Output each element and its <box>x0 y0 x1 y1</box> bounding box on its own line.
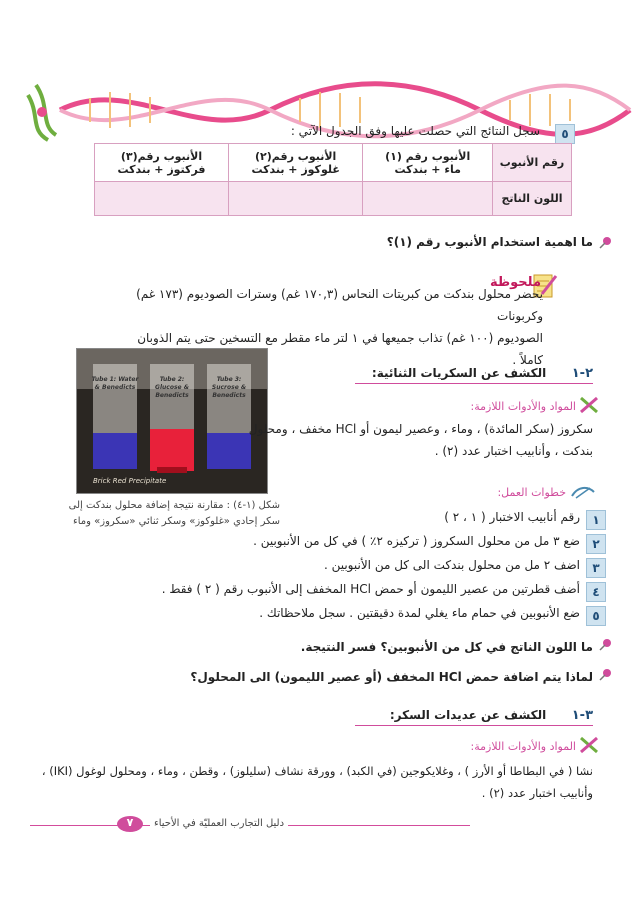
page-number: ٧ <box>126 816 134 829</box>
tube2-contents: غلوكوز + بندكت <box>251 162 340 176</box>
question-acid-purpose: لماذا يتم اضافة حمض HCl المخفف (أو عصير الليمون) الى المحلول؟ <box>190 670 593 684</box>
section-number: ٢-١ <box>571 366 593 381</box>
steps-heading: خطوات العمل: <box>497 486 566 499</box>
section-title: الكشف عن السكريات الثنائية: <box>371 366 547 380</box>
footer-title: دليل التجارب العمليّة في الأحياء <box>150 818 288 829</box>
section-number: ٣-١ <box>571 708 593 723</box>
section-heading <box>355 362 593 384</box>
results-table <box>94 143 572 216</box>
step-text: أضف قطرتين من عصير الليمون أو حمض HCl المخفف إلى الأنبوب رقم ( ٢ ) فقط . <box>161 582 580 596</box>
list-item <box>100 558 600 582</box>
tube3-title: الأنبوب رقم(٣) <box>120 149 203 163</box>
table-header-tube3 <box>95 144 229 182</box>
materials-text <box>213 418 593 462</box>
step-number-badge: ١ <box>586 510 606 530</box>
pushpin-icon <box>598 668 612 682</box>
steps-list <box>100 510 600 630</box>
list-item <box>100 606 600 630</box>
section-title: الكشف عن عديدات السكر: <box>389 708 547 722</box>
materials-line: سكروز (سكر المائدة) ، وماء ، وعصير ليمون أو HCl مخفف ، ومحلول <box>248 422 593 436</box>
step5-instruction: سجل النتائج التي حصلت عليها وفق الجدول الآتي : <box>290 124 540 138</box>
materials-line: وأنابيب اختبار عدد (٢) . <box>481 786 593 800</box>
table-cell-empty <box>363 182 493 216</box>
step-text: رقم أنابيب الاختبار ( ١ ، ٢ ) <box>444 510 580 524</box>
table-cell-empty <box>95 182 229 216</box>
page-number-badge <box>116 815 144 833</box>
materials-text <box>33 760 593 804</box>
note-label: ملحوظة <box>490 275 542 290</box>
section-heading <box>355 704 593 726</box>
list-item <box>100 582 600 606</box>
pushpin-icon <box>598 638 612 652</box>
step-text: ضع الأنبوبين في حمام ماء يغلي لمدة دقيقتين . سجل ملاحظاتك . <box>259 606 580 620</box>
writing-hand-icon <box>570 484 596 500</box>
table-header-tube1 <box>363 144 493 182</box>
step-number-badge: ٥ <box>586 606 606 626</box>
table-header-tube2 <box>228 144 362 182</box>
tube2-photo-label: Tube 2: Glucose & Benedicts <box>155 376 189 399</box>
table-header-label: رقم الأنبوب <box>493 144 572 182</box>
caption-line: شكل (١-٤) : مقارنة نتيجة إضافة محلول بندكت إلى <box>68 500 280 511</box>
table-row <box>95 182 572 216</box>
tube3-photo-label: Tube 3: Sucrose & Benedicts <box>211 376 247 399</box>
tube1-photo-label: Tube 1: Water & Benedicts <box>91 376 139 391</box>
step-text: ضع ٣ مل من محلول السكروز ( تركيزه ٢٪ ) في كل من الأنبوبين . <box>253 534 580 548</box>
table-row-label: اللون الناتج <box>493 182 572 216</box>
step-text: اضف ٢ مل من محلول بندكت الى كل من الأنبوبين . <box>323 558 580 572</box>
step-number-badge: ٣ <box>586 558 606 578</box>
precipitate-label: Brick Red Precipitate <box>93 477 167 485</box>
tools-icon <box>578 735 600 755</box>
table-cell-empty <box>228 182 362 216</box>
tools-icon <box>578 395 600 415</box>
list-item <box>100 534 600 558</box>
materials-line: نشا ( في البطاطا أو الأرز ) ، وغلايكوجين (في الكبد) ، وورقة نشاف (سليلوز) ، وقطن ، وماء ، ومحلول لوغول (IKI) ، <box>41 764 593 778</box>
note-line: يحضر محلول بندكت من كبريتات النحاس (١٧٠,٣ غم) وسترات الصوديوم (١٧٣ غم) وكربونات <box>136 287 543 323</box>
materials-heading: المواد والأدوات اللازمة: <box>470 740 576 753</box>
pushpin-icon <box>598 236 612 250</box>
tube1-contents: ماء + بندكت <box>394 162 461 176</box>
step-number-badge: ٥ <box>555 124 575 144</box>
step-number-badge: ٢ <box>586 534 606 554</box>
table-header-row <box>95 144 572 182</box>
tube2-title: الأنبوب رقم(٢) <box>255 149 337 163</box>
materials-heading: المواد والأدوات اللازمة: <box>470 400 576 413</box>
question-color-result: ما اللون الناتج في كل من الأنبوبين؟ فسر النتيجة. <box>300 640 593 654</box>
caption-line: سكر إحادي «غلوكوز» وسكر ثنائي «سكروز» وماء <box>73 516 280 527</box>
note-line: الصوديوم (١٠٠ غم) تذاب جميعها في ١ لتر ماء مقطر مع التسخين حتى يتم الذوبان كاملاً . <box>137 331 543 367</box>
tube1-title: الأنبوب رقم (١) <box>385 149 471 163</box>
step-number-badge: ٤ <box>586 582 606 602</box>
materials-line: بندكت ، وأنابيب اختبار عدد (٢) . <box>434 444 593 458</box>
dna-banner-image <box>20 80 632 150</box>
tube3-contents: فركتوز + بندكت <box>117 162 206 176</box>
question-tube1: ما اهمية استخدام الأنبوب رقم (١)؟ <box>386 235 593 249</box>
list-item <box>100 510 600 534</box>
